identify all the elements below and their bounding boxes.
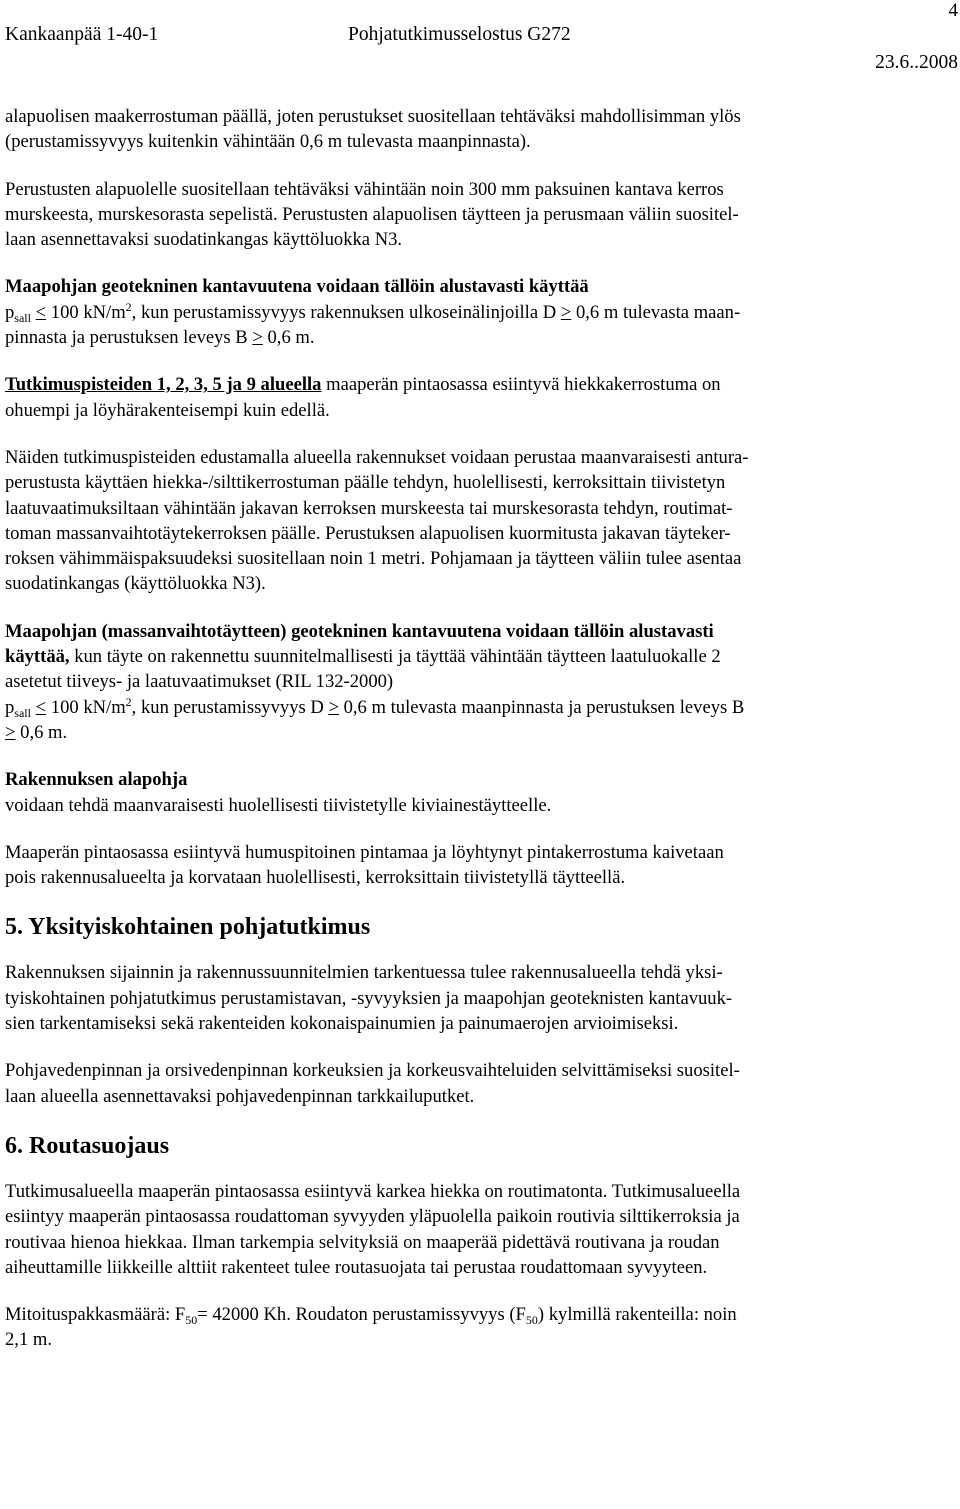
paragraph-test-points: Tutkimuspisteiden 1, 2, 3, 5 ja 9 alueella maaperän pintaosassa esiintyvä hiekkakerrostuma on ohuempi ja löyhärakenteisempi kuin edellä.: [5, 374, 721, 421]
paragraph-fill-capacity: Maapohjan (massanvaihtotäytteen) geotekninen kantavuutena voidaan tällöin alustavasti käyttää, kun täyte on rakennettu suunnitelmallisesti ja täyttää vähintään täytteen laatuluokalle 2 asetetut tiiveys- ja laatuvaatimukset (RIL 132-2000) $p_{sall} < 100$ $kN/m^2$, kun perustamissyvyys D > 0,6 m tulevasta maanpinnasta ja perustuksen leveys B > 0,6 m.: [5, 619, 950, 745]
header-document-title: Pohjatutkimusselostus G272: [348, 24, 571, 45]
paragraph-foundation-depth: alapuolisen maakerrostuman päällä, joten perustukset suositellaan tehtäväksi mahdollisimman ylös (perustamissyvyys kuitenkin vähintään 0,6 m tulevasta maanpinnasta).: [5, 106, 741, 153]
paragraph-frost-design: Mitoituspakkasmäärä: $F_{50}= 42000$ Kh. Roudaton perustamissyvyys $(F_{50})$ kylmillä rakenteilla: noin 2,1 m.: [5, 1304, 737, 1351]
section-5-heading: 5. Yksityiskohtainen pohjatutkimus: [5, 914, 371, 941]
paragraph-base-floor: Rakennuksen alapohja voidaan tehdä maanvaraisesti huolellisesti tiivistetylle kiviainestäytteelle.: [5, 767, 950, 818]
paragraph-topsoil: Maaperän pintaosassa esiintyvä humuspitoinen pintamaa ja löyhtynyt pintakerrostuma kaivetaan pois rakennusalueelta ja korvataan huolellisesti, kerroksittain tiivistetyllä täytteellä.: [5, 841, 724, 889]
test-points-label: Tutkimuspisteiden 1, 2, 3, 5 ja 9 alueella: [5, 374, 322, 396]
header-project: Kankaanpää 1-40-1: [5, 24, 159, 45]
page-header: [0, 0, 960, 80]
paragraph-frost: Tutkimusalueella maaperän pintaosassa esiintyvä karkea hiekka on routimatonta. Tutkimusalueella esiintyy maaperän pintaosassa roudattoman syvyyden yläpuolella paikoin routivia silttikerroksia ja routivaa hienoa hiekkaa. Ilman tarkempia selvityksiä on maaperää pidettävä routivana ja roudan aiheuttamille liikkeille alttiit rakenteet tulee routasuojata tai perustaa roudattomaan syvyyteen.: [5, 1180, 741, 1278]
bearing-capacity-formula: $p_{sall} < 100$ $kN/m^2$, kun perustamissyvyys rakennuksen ulkoseinälinjoilla D > 0,6 m tulevasta maan-: [5, 299, 741, 325]
paragraph-detailed-investigation: Rakennuksen sijainnin ja rakennussuunnitelmien tarkentuessa tulee rakennusalueella tehdä yksi- tyiskohtainen pohjatutkimus perustamistavan, -syvyyksien ja maapohjan geoteknisten kantavuuk- sien tarkentamiseksi sekä rakenteiden kokonaispainumien ja painumaerojen arvioimiseksi.: [5, 962, 733, 1035]
fill-capacity-formula: $p_{sall} < 100$ $kN/m^2$, kun perustamissyvyys D > 0,6 m tulevasta maanpinnasta ja perustuksen leveys B: [5, 694, 745, 720]
paragraph-bearing-layer: Perustusten alapuolelle suositellaan tehtäväksi vähintään noin 300 mm paksuinen kantava kerros murskeesta, murskesorasta sepelistä. Perustusten alapuolisen täytteen ja perusmaan väliin suositel- laan asennettavaksi suodatinkangas käyttöluokka N3.: [5, 178, 739, 251]
base-floor-heading: Rakennuksen alapohja: [5, 769, 188, 791]
header-date: 23.6..2008: [875, 52, 958, 73]
paragraph-bearing-capacity: Maapohjan geotekninen kantavuutena voidaan tällöin alustavasti käyttää $p_{sall} < 100$ $kN/m^2$, kun perustamissyvyys rakennuksen ulkoseinälinjoilla D > 0,6 m tulevasta maan- pinnasta ja perustuksen leveys B > 0,6 m.: [5, 274, 950, 350]
section-6-heading: 6. Routasuojaus: [5, 1132, 170, 1159]
bearing-capacity-heading: Maapohjan geotekninen kantavuutena voidaan tällöin alustavasti käyttää: [5, 276, 589, 298]
document-body: [5, 104, 950, 1375]
paragraph-foundation-method: Näiden tutkimuspisteiden edustamalla alueella rakennukset voidaan perustaa maanvaraisesti antura- perustusta käyttäen hiekka-/silttikerrostuman päälle tehdyn, huolellisesti, kerroksittain tiivistetyn laatuvaatimuksiltaan vähintään jakavan kerroksen murskeesta tai murskesorasta tehdyn, routimat- toman massanvaihtotäytekerroksen päälle. Perustuksen alapuolisen kuormitusta jakavan täyteker- roksen vähimmäispaksuudeksi suositellaan noin 1 metri. Pohjamaan ja täytteen väliin tulee asentaa suodatinkangas (käyttöluokka N3).: [5, 446, 749, 595]
paragraph-groundwater: Pohjavedenpinnan ja orsivedenpinnan korkeuksien ja korkeusvaihteluiden selvittämiseksi suositel- laan alueella asennettavaksi pohjavedenpinnan tarkkailuputket.: [5, 1060, 740, 1107]
page-number: 4: [948, 0, 958, 21]
